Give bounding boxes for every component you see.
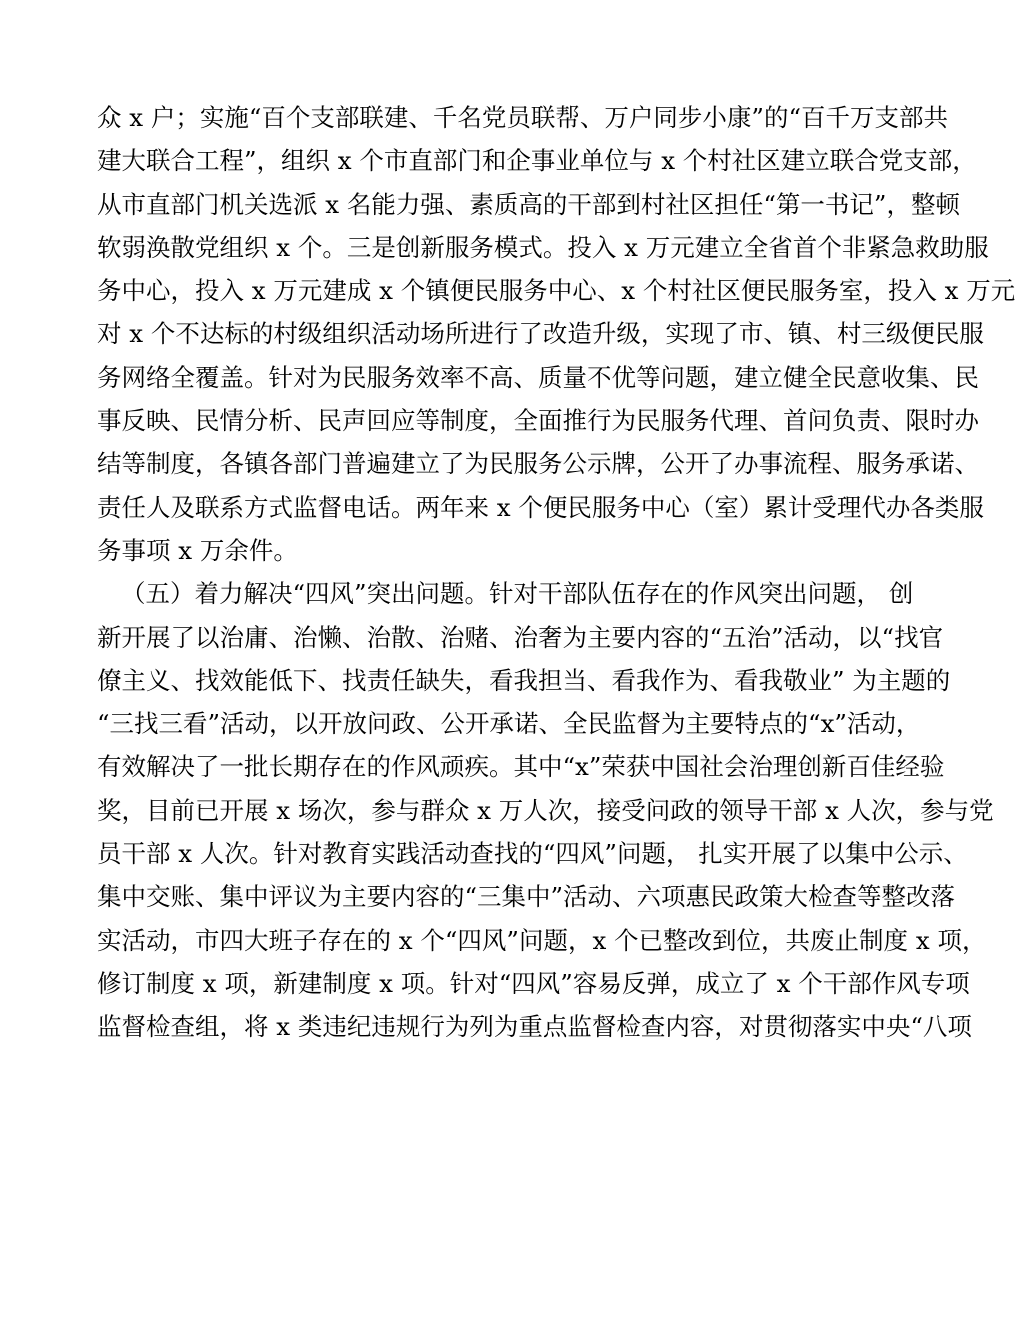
text-line: 员干部 x 人次。针对教育实践活动查找的“四风”问题， 扎实开展了以集中公示、 xyxy=(97,839,968,869)
section-heading-line: （五）着力解决“四风”突出问题。针对干部队伍存在的作风突出问题， 创 xyxy=(121,579,914,609)
text-line: 众 x 户；实施“百个支部联建、千名党员联帮、万户同步小康”的“百千万支部共 xyxy=(97,103,948,132)
text-line: 实活动，市四大班子存在的 x 个“四风”问题，x 个已整改到位，共废止制度 x 项， xyxy=(97,925,987,955)
text-line: 集中交账、集中评议为主要内容的“三集中”活动、六项惠民政策大检查等整改落 xyxy=(97,882,956,912)
text-line: 有效解决了一批长期存在的作风顽疾。其中“x”荣获中国社会治理创新百佳经验 xyxy=(97,752,945,782)
text-line: 僚主义、找效能低下、找责任缺失，看我担当、看我作为、看我敬业” 为主题的 xyxy=(97,665,951,695)
text-line: 建大联合工程”，组织 x 个市直部门和企事业单位与 x 个村社区建立联合党支部， xyxy=(97,146,977,176)
text-line: 修订制度 x 项，新建制度 x 项。针对“四风”容易反弹，成立了 x 个干部作风专项 xyxy=(97,968,970,998)
document-body xyxy=(97,96,1015,1049)
text-line: 事反映、民情分析、民声回应等制度，全面推行为民服务代理、首问负责、限时办 xyxy=(97,406,979,436)
text-line: 对 x 个不达标的村级组织活动场所进行了改造升级，实现了市、镇、村三级便民服 xyxy=(97,319,984,349)
text-line: 奖，目前已开展 x 场次，参与群众 x 万人次，接受问政的领导干部 x 人次，参与党 xyxy=(97,795,994,825)
text-line: 务事项 x 万余件。 xyxy=(97,535,298,565)
text-line: 务网络全覆盖。针对为民服务效率不高、质量不优等问题，建立健全民意收集、民 xyxy=(97,362,979,392)
text-line: 新开展了以治庸、治懒、治散、治赌、治奢为主要内容的“五治”活动，以“找官 xyxy=(97,622,944,652)
text-line: 责任人及联系方式监督电话。两年来 x 个便民服务中心（室）累计受理代办各类服 xyxy=(97,492,984,522)
text-line: “三找三看”活动，以开放问政、公开承诺、全民监督为主要特点的“x”活动， xyxy=(97,709,921,739)
text-line: 软弱涣散党组织 x 个。三是创新服务模式。投入 x 万元建立全省首个非紧急救助服 xyxy=(97,232,989,262)
text-line: 从市直部门机关选派 x 名能力强、素质高的干部到村社区担任“第一书记”，整顿 xyxy=(97,189,960,219)
text-line: 务中心，投入 x 万元建成 x 个镇便民服务中心、x 个村社区便民服务室，投入 x 万元 xyxy=(97,276,1015,306)
text-line: 结等制度，各镇各部门普遍建立了为民服务公示牌，公开了办事流程、服务承诺、 xyxy=(97,449,979,479)
text-line: 监督检查组，将 x 类违纪违规行为列为重点监督检查内容，对贯彻落实中央“八项 xyxy=(97,1012,972,1042)
